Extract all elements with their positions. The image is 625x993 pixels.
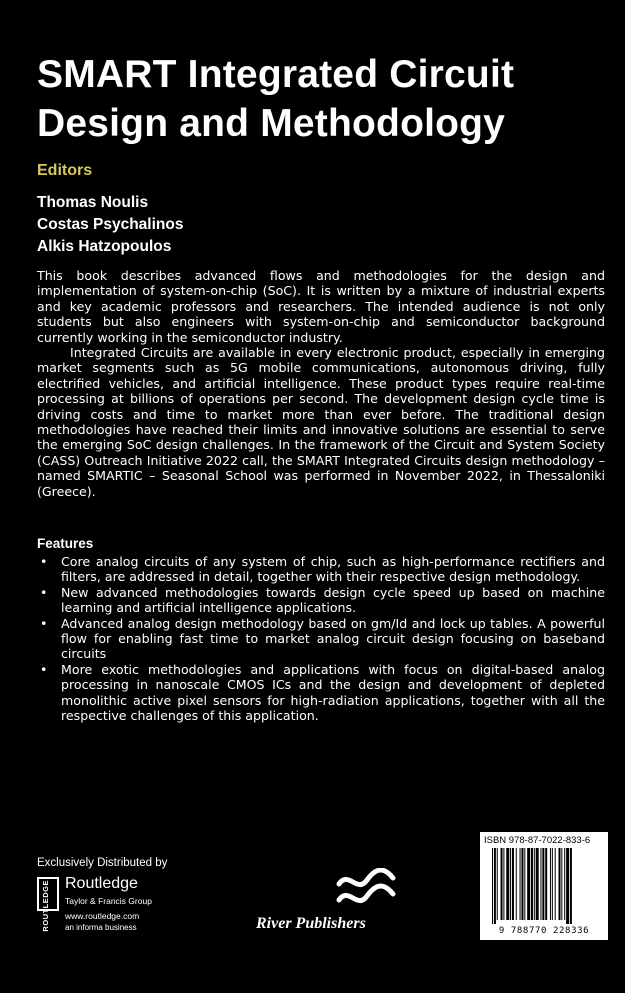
barcode-bar [570, 848, 572, 924]
book-title-line-2: Design and Methodology [37, 102, 506, 145]
barcode-bar [492, 848, 493, 924]
barcode-bar [542, 848, 544, 920]
barcode-bar [566, 848, 569, 924]
feature-item [37, 554, 605, 585]
barcode-bar [561, 848, 562, 920]
barcode-bar [527, 848, 530, 920]
barcode-bar [501, 848, 503, 920]
features-list [37, 554, 605, 723]
barcode [480, 832, 608, 940]
description-paragraph: This book describes advanced flows and methodologies for the design and implementation of system-on-chip (SoC). It is written by a mixture of industrial experts and key academic professors and researchers. The intended audience is not only students but also engineers with system-on-chip and semiconductor background currently working in the semiconductor industry. [37, 268, 605, 345]
feature-item [37, 662, 605, 724]
routledge-mark-text: ROUTLEDGE [41, 880, 50, 932]
barcode-bar [531, 848, 533, 920]
book-description [37, 268, 605, 499]
feature-text: New advanced methodologies towards design cycle speed up based on machine learning and artificial intelligence applications. [61, 584, 605, 616]
routledge-logo [37, 875, 197, 937]
barcode-digits: 9 788770 228336 [498, 926, 590, 936]
feature-text: Core analog circuits of any system of chip, such as high-performance rectifiers and filters, are addressed in detail, together with their respective design methodology. [61, 554, 605, 585]
feature-text: Advanced analog design methodology based on gm/Id and lock up tables. A powerful flow for enabling fast time to market analog circuit design focusing on baseband circuits [61, 615, 605, 662]
barcode-bar [497, 848, 498, 920]
barcode-bar [510, 848, 511, 920]
routledge-subtitle: Taylor & Francis Group [65, 896, 152, 906]
feature-text: More exotic methodologies and applications with focus on digital-based analog processing in nanoscale CMOS ICs and the design and development of depleted monolithic active pixel sensors for high-radiation applications, together with all the respective challenges of this application. [61, 661, 605, 724]
editors-list [37, 192, 183, 258]
publisher-name: River Publishers [256, 915, 366, 932]
book-title [37, 50, 597, 148]
barcode-bars [484, 848, 604, 924]
barcode-bar [524, 848, 525, 920]
editors-heading: Editors [37, 162, 93, 179]
river-waves-icon [335, 868, 397, 910]
barcode-bar [536, 848, 539, 920]
bullet-icon: • [40, 661, 48, 677]
barcode-bar [555, 848, 556, 920]
book-title-line-1: SMART Integrated Circuit [37, 53, 515, 96]
barcode-bar [540, 848, 541, 920]
features-heading: Features [37, 536, 94, 551]
barcode-bar [512, 848, 514, 920]
editor-name: Alkis Hatzopoulos [37, 238, 172, 255]
barcode-bar [534, 848, 535, 920]
bullet-icon: • [40, 554, 48, 569]
editor-name: Costas Psychalinos [37, 216, 184, 233]
barcode-bar [494, 848, 496, 924]
bullet-icon: • [40, 584, 48, 600]
barcode-bar [516, 848, 517, 920]
barcode-bar [521, 848, 523, 920]
routledge-informa: an informa business [65, 923, 137, 932]
distributed-by-label: Exclusively Distributed by [37, 857, 168, 869]
isbn-label: ISBN 978-87-7022-833-6 [484, 835, 591, 846]
barcode-bar [559, 848, 561, 920]
barcode-bar [520, 848, 521, 920]
bullet-icon: • [40, 615, 48, 631]
description-paragraph: Integrated Circuits are available in every electronic product, especially in emerging market segments such as 5G mobile communications, autonomous driving, fully electrified vehicles, and artificial intelligence. These product types require real-time processing at billions of operations per second. The development design cycle time is driving costs and time to market more than ever before. The traditional design methodologies have reached their limits and innovative solutions are essential to serve the emerging SoC design challenges. In the framework of the Circuit and System Society (CASS) Outreach Initiative 2022 call, the SMART Integrated Circuits design methodology – named SMARTIC – Seasonal School was performed in November 2022, in Thessaloniki (Greece). [37, 345, 605, 499]
barcode-bar [550, 848, 551, 920]
barcode-bar [506, 848, 509, 920]
feature-item [37, 585, 605, 616]
routledge-url: www.routledge.com [65, 911, 140, 921]
barcode-bar [552, 848, 553, 920]
routledge-name: Routledge [65, 875, 138, 892]
routledge-mark-icon [37, 877, 59, 932]
barcode-bar [503, 848, 504, 920]
barcode-bar [564, 848, 565, 920]
feature-item [37, 616, 605, 662]
barcode-bar [545, 848, 547, 920]
editor-name: Thomas Noulis [37, 194, 149, 211]
